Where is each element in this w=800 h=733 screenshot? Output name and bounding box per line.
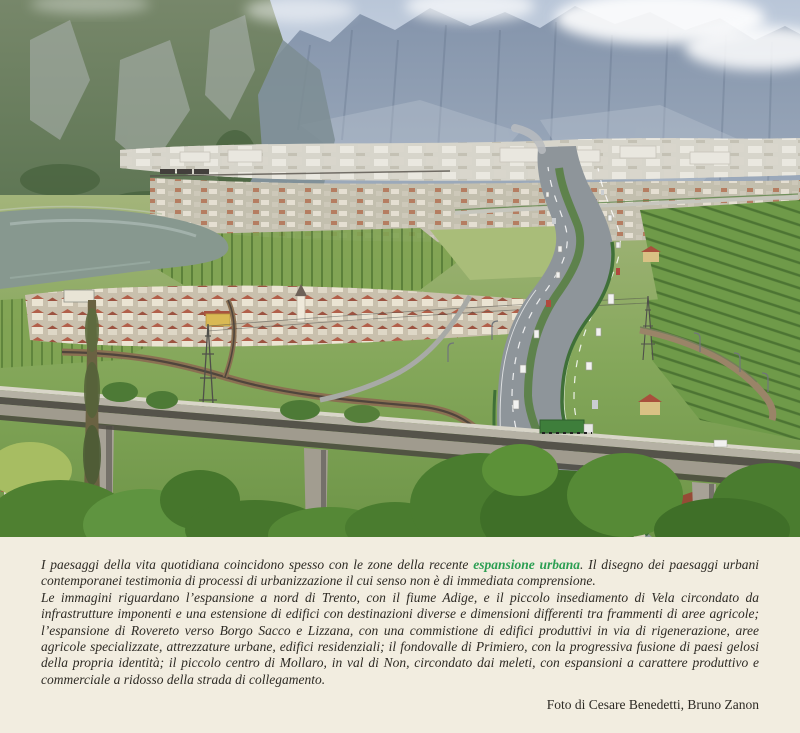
caption: [0, 537, 800, 733]
espansione-urbana-highlight: espansione urbana: [473, 557, 581, 572]
conifer-tree: [83, 300, 101, 500]
photo-credit: Foto di Cesare Benedetti, Bruno Zanon: [546, 697, 759, 713]
caption-p1-before: I paesaggi della vita quotidiana coincidono spesso con le zone della recente: [41, 557, 474, 572]
church-tower: [297, 296, 305, 322]
caption-p1-after: . Il disegno dei paesaggi urbani contemporanei testimonia di processi di urbanizzazione il cui senso non è di immediata comprensione.: [41, 557, 759, 589]
caption-paragraph-1: [41, 557, 759, 590]
caption-paragraph-2: Le immagini riguardano l’espansione a nord di Trento, con il fiume Adige, e il piccolo insediamento di Vela circondato da infrastrutture imponenti e una estensione di edifici con destinazioni diverse e dimensioni differenti tra frammenti di aree agricole; l’espansione di Rovereto verso Borgo Sacco e Lizzana, con una commistione di edifici produttivi in via di rigenerazione, aree agricole specializzate, attrezzature urbane, edifici residenziali; il fondovalle di Primiero, con la progressiva fusione di paesi gelosi della propria identità; il piccolo centro di Mollaro, in val di Non, circondato dai meleti, con espansioni a carattere produttivo e commerciale a ridosso della strada di collegamento.: [41, 589, 759, 687]
